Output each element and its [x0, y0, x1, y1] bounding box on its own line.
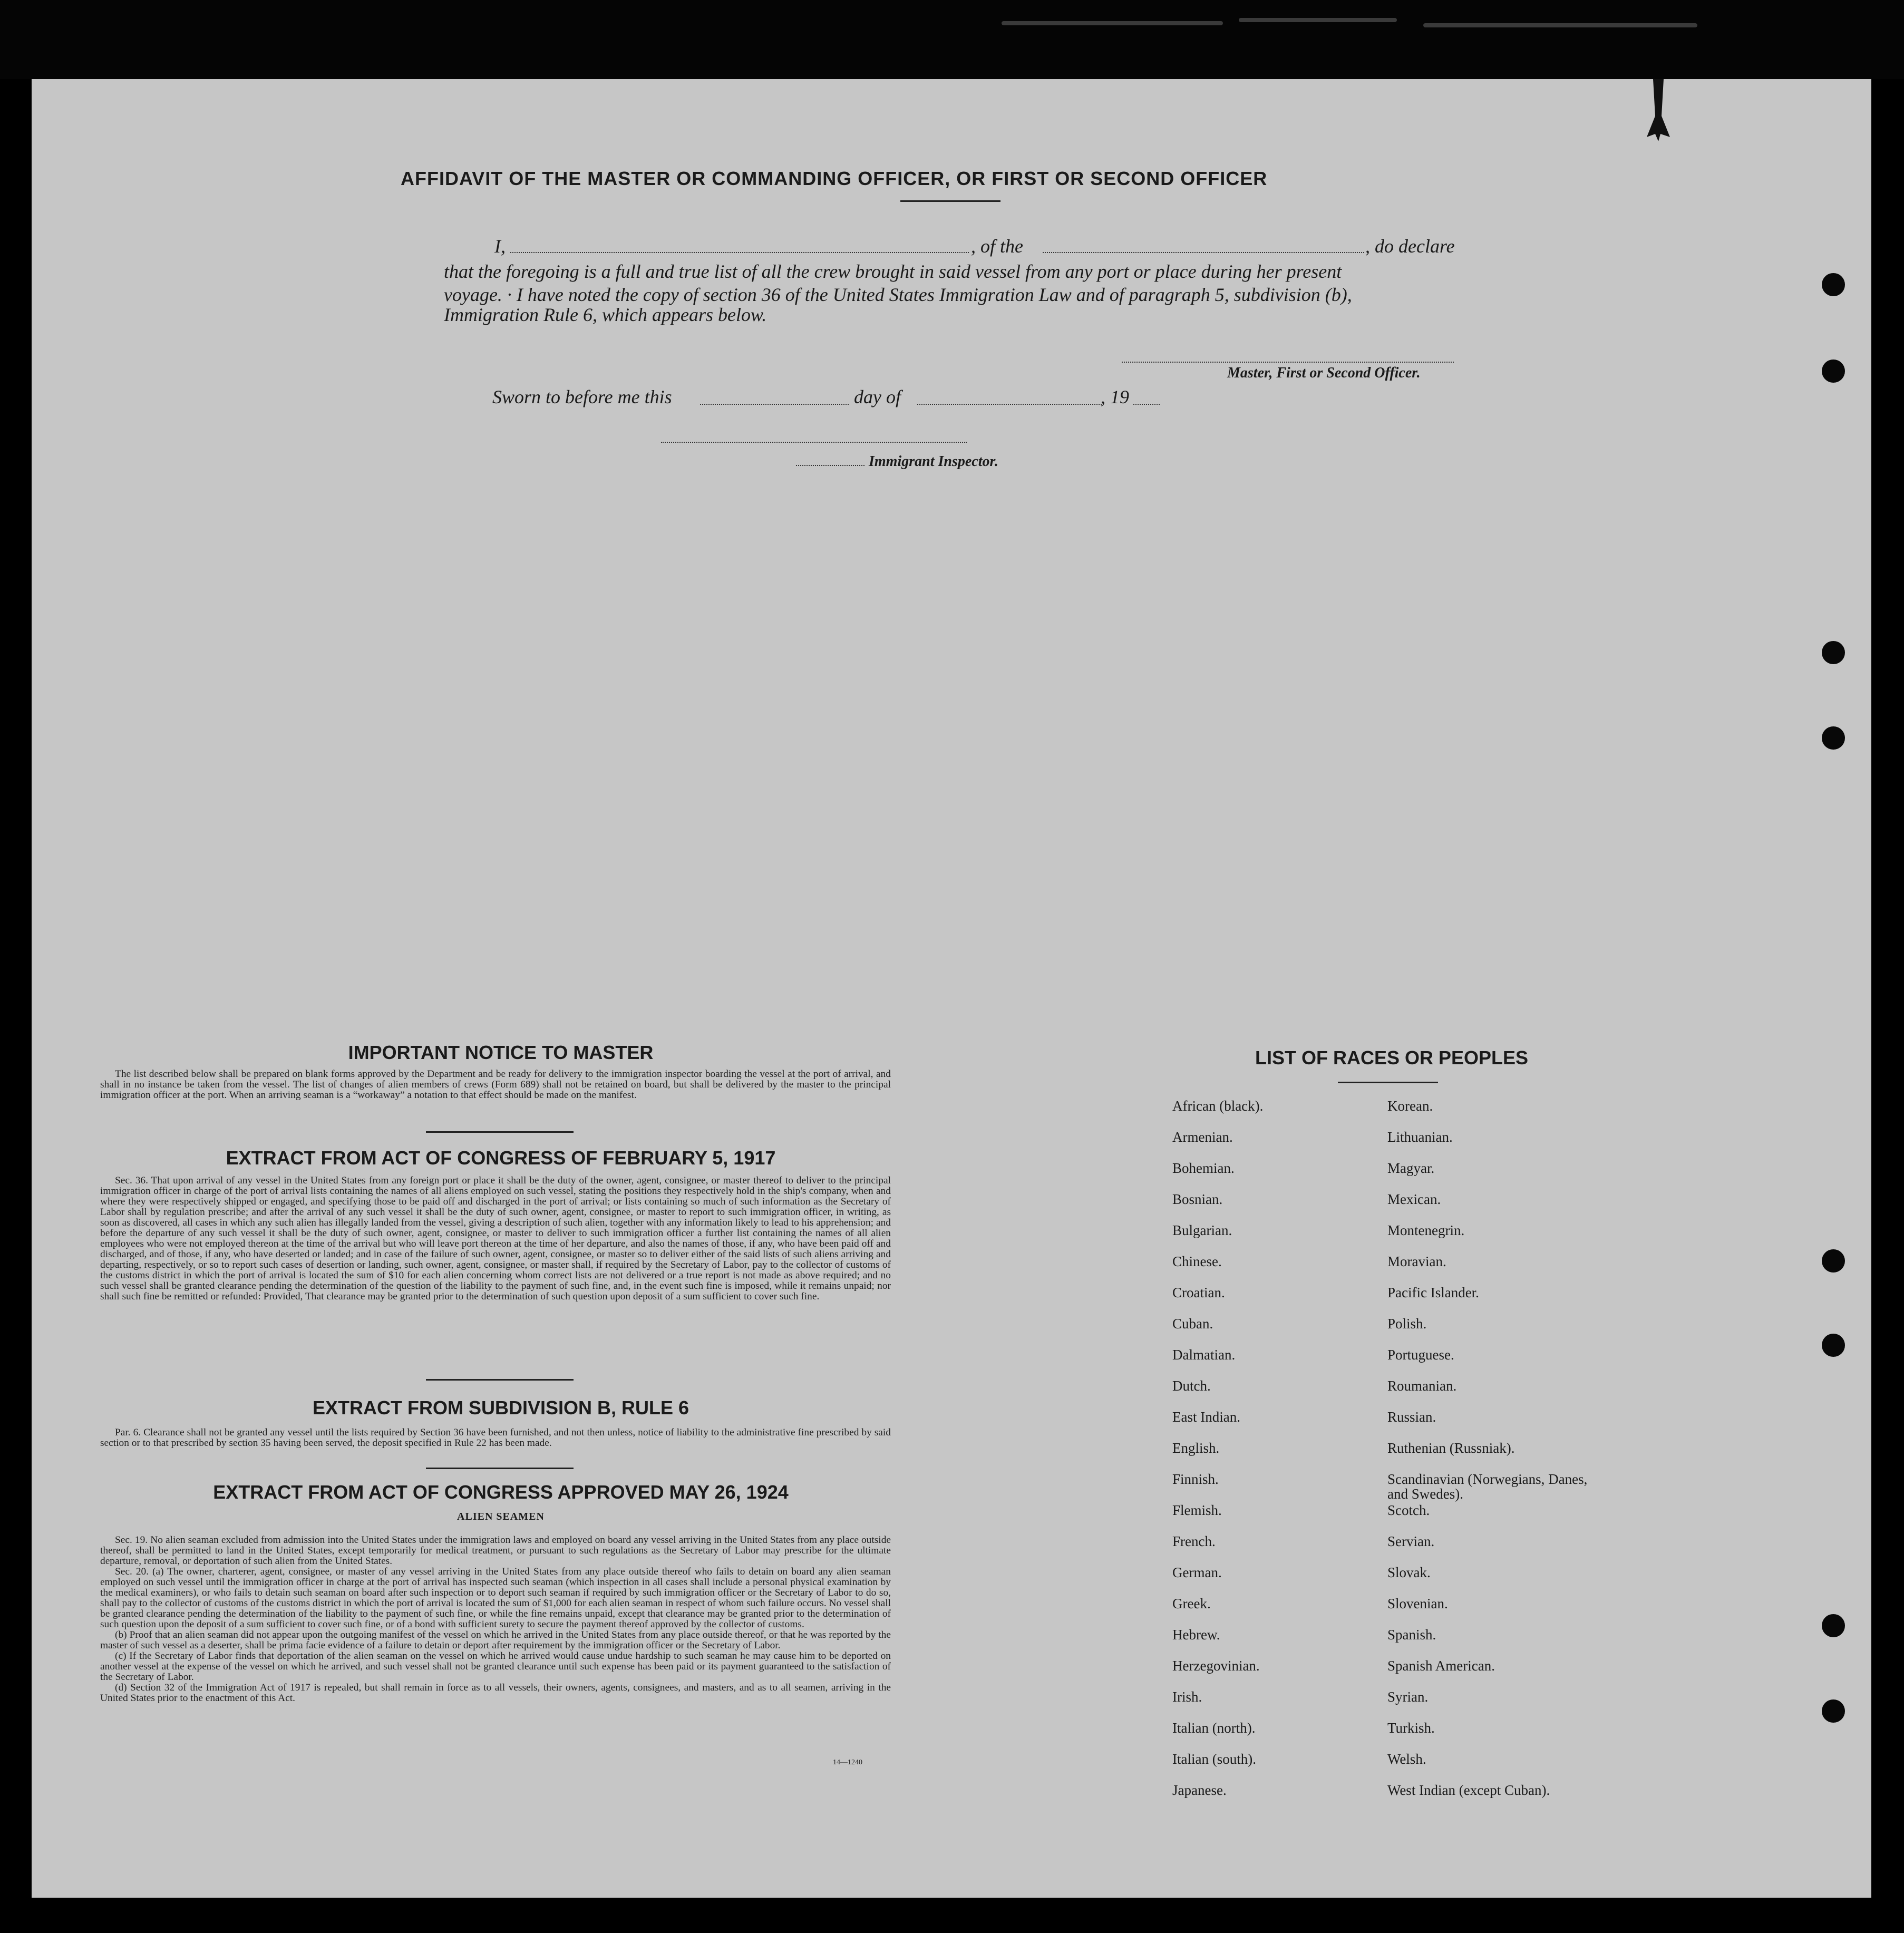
- extract-1924-text: [100, 1535, 891, 1704]
- extract-1924-sec20a: Sec. 20. (a) The owner, charterer, agent, consignee, or master of any vessel arriving in the United States from any place outside thereof who fails to detain on board any alien seaman employed on such vessel until the immigration officer in charge at the port of arrival has inspected such seaman (which inspection in all cases shall include a personal physical examination by the medical examiners), or who fails to detain such seaman on board after such inspection or to deport such seaman if required by such immigration officer or the Secretary of Labor to do so, shall pay to the collector of customs of the customs district in which the port of arrival is located the sum of $1,000 for each alien seaman in respect of whom such failure occurs. No vessel shall be granted clearance pending the determination of the liability to the payment of such fine, or while the fine remains unpaid, except that clearance may be granted prior to the determination of such question upon the deposit of a sum sufficient to cover such fine, or of a bond with sufficient surety to secure the payment thereof approved by the collector of customs.: [100, 1566, 891, 1630]
- affidavit-i: I,: [494, 236, 506, 257]
- race-item: Ruthenian (Russniak).: [1387, 1440, 1515, 1456]
- race-item: Korean.: [1387, 1098, 1433, 1114]
- race-item: West Indian (except Cuban).: [1387, 1782, 1550, 1798]
- race-item: Dalmatian.: [1172, 1347, 1236, 1363]
- race-item: Turkish.: [1387, 1720, 1435, 1736]
- section-divider: [426, 1131, 574, 1133]
- race-item: Mexican.: [1387, 1191, 1441, 1207]
- extract-1924-title: EXTRACT FROM ACT OF CONGRESS APPROVED MAY 26, 1924: [213, 1481, 789, 1503]
- scan-top-strip: [0, 0, 1904, 79]
- race-item: Moravian.: [1387, 1254, 1446, 1269]
- extract-1924-sec20b: (b) Proof that an alien seaman did not appear upon the outgoing manifest of the vessel on which he arrived in the United States from any place outside thereof, or that he was reported by the master of such vessel as a deserter, shall be prima facie evidence of a failure to detain or deport after requirement by the immigration officer or the Secretary of Labor.: [100, 1629, 891, 1651]
- inspector-label: Immigrant Inspector.: [869, 453, 998, 470]
- affidavit-line-4: Immigration Rule 6, which appears below.: [444, 304, 767, 325]
- race-item: Bohemian.: [1172, 1160, 1235, 1176]
- race-item: English.: [1172, 1440, 1220, 1456]
- race-item: Finnish.: [1172, 1471, 1219, 1487]
- race-item: Portuguese.: [1387, 1347, 1454, 1363]
- notice-text: [100, 1069, 891, 1101]
- extract-1917-title: EXTRACT FROM ACT OF CONGRESS OF FEBRUARY 5, 1917: [226, 1147, 776, 1169]
- extract-1924-sec20c: (c) If the Secretary of Labor finds that deportation of the alien seaman on the vessel on which he arrived would cause undue hardship to such seaman he may cause him to be deported on another vessel at the expense of the vessel on which he arrived, and such vessel shall not be granted clearance until such expense has been paid or its payment guaranteed to the satisfaction of the Secretary of Labor.: [100, 1650, 891, 1683]
- race-item: French.: [1172, 1533, 1216, 1549]
- race-item: East Indian.: [1172, 1409, 1240, 1425]
- race-item: Syrian.: [1387, 1689, 1429, 1705]
- notice-title: IMPORTANT NOTICE TO MASTER: [348, 1042, 654, 1063]
- race-item: Polish.: [1387, 1316, 1427, 1332]
- race-item: Slovak.: [1387, 1565, 1431, 1580]
- race-item: Roumanian.: [1387, 1378, 1457, 1394]
- notice-paragraph: The list described below shall be prepared on blank forms approved by the Department and be ready for delivery to the immigration inspector boarding the vessel at the port of arrival, and shall in no instance be taken from the vessel. The list of changes of alien members of crews (Form 689) shall not be retained on board, but shall be delivered by the master to the principal immigration officer at the port. When an arriving seaman is a “workaway” a notation to that effect should be made on the manifest.: [100, 1069, 891, 1101]
- race-item: Flemish.: [1172, 1502, 1222, 1518]
- race-item: Spanish.: [1387, 1627, 1436, 1643]
- sworn-day-of: day of: [854, 386, 901, 407]
- race-item: Croatian.: [1172, 1285, 1225, 1300]
- extract-1924-sec20d: (d) Section 32 of the Immigration Act of 1917 is repealed, but shall remain in force as to all vessels, their owners, agents, consignees, and masters, and as to all seamen, arriving in the United States prior to the enactment of this Act.: [100, 1682, 891, 1704]
- race-item: Scandinavian (Norwegians, Danes, and Swedes).: [1387, 1471, 1588, 1502]
- affidavit-declare: , do declare: [1365, 236, 1455, 257]
- scan-artifact: [1239, 18, 1397, 22]
- sworn-day-blank: [700, 404, 849, 405]
- race-item: Lithuanian.: [1387, 1129, 1453, 1145]
- punch-hole: [1822, 1699, 1845, 1723]
- sworn-prefix: Sworn to before me this: [492, 386, 672, 407]
- signature-label: Master, First or Second Officer.: [1227, 365, 1421, 381]
- punch-hole: [1822, 1249, 1845, 1273]
- punch-hole: [1822, 1334, 1845, 1357]
- race-item: Montenegrin.: [1387, 1222, 1465, 1238]
- inspector-signature-blank: [661, 442, 967, 443]
- races-right-column: [1387, 1099, 1609, 1814]
- races-left-column: [1172, 1099, 1362, 1814]
- race-item: Greek.: [1172, 1596, 1211, 1611]
- affidavit-of-the: , of the: [971, 236, 1023, 257]
- race-item: Spanish American.: [1387, 1658, 1495, 1674]
- extract-1917-paragraph: Sec. 36. That upon arrival of any vessel in the United States from any foreign port or place it shall be the duty of the owner, agent, consignee, or master thereof to deliver to the principal immigration officer in charge of the port of arrival lists containing the names of all aliens employed on such vessel, stating the positions they respectively hold in the ship's company, when and where they were respectively shipped or engaged, and specifying those to be paid off and discharged in the port of arrival; or lists containing so much of such information as the Secretary of Labor shall by regulation prescribe; and after the arrival of any such vessel it shall be the duty of such owner, agent, consignee, or master to report to such immigration officer, in writing, as soon as discovered, all cases in which any such alien has illegally landed from the vessel, giving a description of such alien, together with any information likely to lead to his apprehension; and before the departure of any such vessel it shall be the duty of such owner, agent, consignee, or master to deliver to such immigration officer a further list containing the names of all alien employees who were not employed thereon at the time of the arrival but who will leave port thereon at the time of her departure, and also the names of those, if any, who have been paid off and discharged, and of those, if any, who have deserted or landed; and in case of the failure of such owner, agent, consignee, or master so to deliver either of the said lists of such aliens arriving and departing, respectively, or so to report such cases of desertion or landing, such owner, agent, consignee, or master shall, if required by the Secretary of Labor, pay to the collector of customs of the customs district in which the port of arrival is located the sum of $10 for each alien concerning whom correct lists are not delivered or a true report is not made as above required; and no such vessel shall be granted clearance pending the determination of the question of the liability to the payment of such fine, and, in the event such fine is imposed, while it remains unpaid; nor shall such fine be remitted or refunded: Provided, That clearance may be granted prior to the determination of such question upon deposit of a sum sufficient to cover such fine.: [100, 1175, 891, 1302]
- race-item: Dutch.: [1172, 1378, 1211, 1394]
- race-item: Herzegovinian.: [1172, 1658, 1260, 1674]
- inspector-dash: [796, 465, 864, 466]
- race-item: Chinese.: [1172, 1254, 1222, 1269]
- race-item: Irish.: [1172, 1689, 1202, 1705]
- affidavit-line-3: voyage. · I have noted the copy of section 36 of the United States Immigration Law and of paragraph 5, subdivision (b),: [444, 284, 1352, 305]
- scan-artifact: [1423, 23, 1697, 27]
- binding-tab-mark: [1646, 79, 1671, 142]
- race-item: Slovenian.: [1387, 1596, 1448, 1611]
- race-item: Italian (north).: [1172, 1720, 1256, 1736]
- race-item: Bulgarian.: [1172, 1222, 1232, 1238]
- scan-artifact: [1002, 21, 1223, 25]
- extract-rule6-title: EXTRACT FROM SUBDIVISION B, RULE 6: [312, 1397, 689, 1419]
- race-item: German.: [1172, 1565, 1222, 1580]
- race-item: Scotch.: [1387, 1502, 1430, 1518]
- extract-1924-sec19: Sec. 19. No alien seaman excluded from admission into the United States under the immigration laws and employed on board any vessel arriving in the United States from any place outside thereof, shall be permitted to land in the United States, except temporarily for medical treatment, or pursuant to such regulations as the Secretary of Labor may prescribe for the ultimate departure, removal, or deportation of such alien from the United States.: [100, 1534, 891, 1567]
- punch-hole: [1822, 360, 1845, 383]
- races-title: LIST OF RACES OR PEOPLES: [1255, 1047, 1529, 1069]
- punch-hole: [1822, 1614, 1845, 1637]
- race-item: Pacific Islander.: [1387, 1285, 1479, 1300]
- punch-hole: [1822, 726, 1845, 750]
- race-item: Japanese.: [1172, 1782, 1227, 1798]
- punch-hole: [1822, 641, 1845, 664]
- races-divider: [1338, 1082, 1438, 1083]
- sworn-month-blank: [917, 404, 1102, 405]
- section-divider: [426, 1379, 574, 1381]
- form-number: 14—1240: [833, 1759, 862, 1766]
- race-item: Italian (south).: [1172, 1751, 1256, 1767]
- race-item: Hebrew.: [1172, 1627, 1220, 1643]
- vessel-blank: [1043, 252, 1364, 253]
- name-blank: [510, 252, 969, 253]
- signature-blank: [1122, 362, 1454, 363]
- section-divider: [426, 1468, 574, 1469]
- race-item: Armenian.: [1172, 1129, 1233, 1145]
- punch-hole: [1822, 273, 1845, 296]
- race-item: Magyar.: [1387, 1160, 1435, 1176]
- race-item: Cuban.: [1172, 1316, 1213, 1332]
- affidavit-line-2: that the foregoing is a full and true list of all the crew brought in said vessel from any port or place during her present: [444, 261, 1342, 282]
- extract-rule6-text: [100, 1427, 891, 1449]
- race-item: African (black).: [1172, 1098, 1264, 1114]
- race-item: Bosnian.: [1172, 1191, 1223, 1207]
- affidavit-title: AFFIDAVIT OF THE MASTER OR COMMANDING OFFICER, OR FIRST OR SECOND OFFICER: [401, 168, 1268, 189]
- race-item: Servian.: [1387, 1533, 1435, 1549]
- race-item: Welsh.: [1387, 1751, 1426, 1767]
- race-item: Russian.: [1387, 1409, 1436, 1425]
- extract-1917-text: [100, 1176, 891, 1302]
- title-divider: [900, 200, 1000, 202]
- sworn-year-blank: [1133, 404, 1160, 405]
- extract-1924-subtitle: ALIEN SEAMEN: [457, 1511, 545, 1522]
- sworn-year: , 19: [1101, 386, 1129, 407]
- extract-rule6-paragraph: Par. 6. Clearance shall not be granted any vessel until the lists required by Section 36 have been furnished, and not then unless, notice of liability to the administrative fine prescribed by said section or to that prescribed by section 35 having been served, the deposit specified in Rule 22 has been made.: [100, 1427, 891, 1449]
